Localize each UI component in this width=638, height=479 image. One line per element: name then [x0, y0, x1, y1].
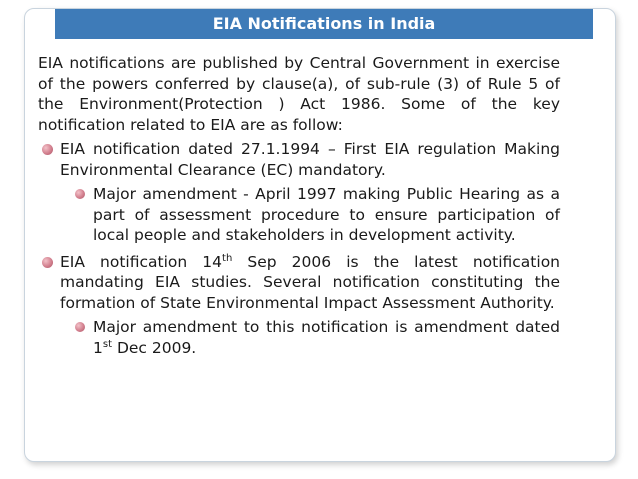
text-part: Sep 2006 is the latest notification mandating EIA studies. Several notification constituting the formation of State Environmental Impact Assessment Authority.	[60, 252, 560, 312]
text-part: Dec 2009.	[112, 338, 197, 357]
bullet-icon	[42, 144, 53, 155]
sub-bullet-text: Major amendment - April 1997 making Public Hearing as a part of assessment procedure to ensure participation of local people and stakeholders in development activity.	[93, 185, 560, 244]
bullet-point	[38, 139, 560, 180]
intro-paragraph: EIA notifications are published by Central Government in exercise of the powers conferred by clause(a), of sub-rule (3) of Rule 5 of the Environment(Protection ) Act 1986. Some of the key notification related to EIA are as follow:	[38, 54, 560, 134]
text-part: EIA notification 14	[60, 252, 223, 271]
slide-frame	[24, 8, 616, 462]
bullet-text	[60, 253, 560, 312]
bullet-icon	[75, 322, 85, 332]
bullet-icon	[42, 257, 53, 268]
bullet-text: EIA notification dated 27.1.1994 – First EIA regulation Making Environmental Clearance (EC) mandatory.	[60, 140, 560, 179]
sub-bullet-point	[38, 317, 560, 358]
bullet-icon	[75, 189, 85, 199]
sub-bullet-point	[38, 184, 560, 246]
ordinal-suffix: st	[102, 338, 113, 350]
sub-bullet-text	[93, 318, 560, 357]
slide-title: EIA Notifications in India	[55, 9, 593, 39]
ordinal-suffix: th	[222, 252, 233, 264]
slide-content	[38, 53, 560, 364]
text-part: Major amendment to this notification is amendment dated 1	[93, 318, 560, 357]
bullet-point	[38, 252, 560, 314]
